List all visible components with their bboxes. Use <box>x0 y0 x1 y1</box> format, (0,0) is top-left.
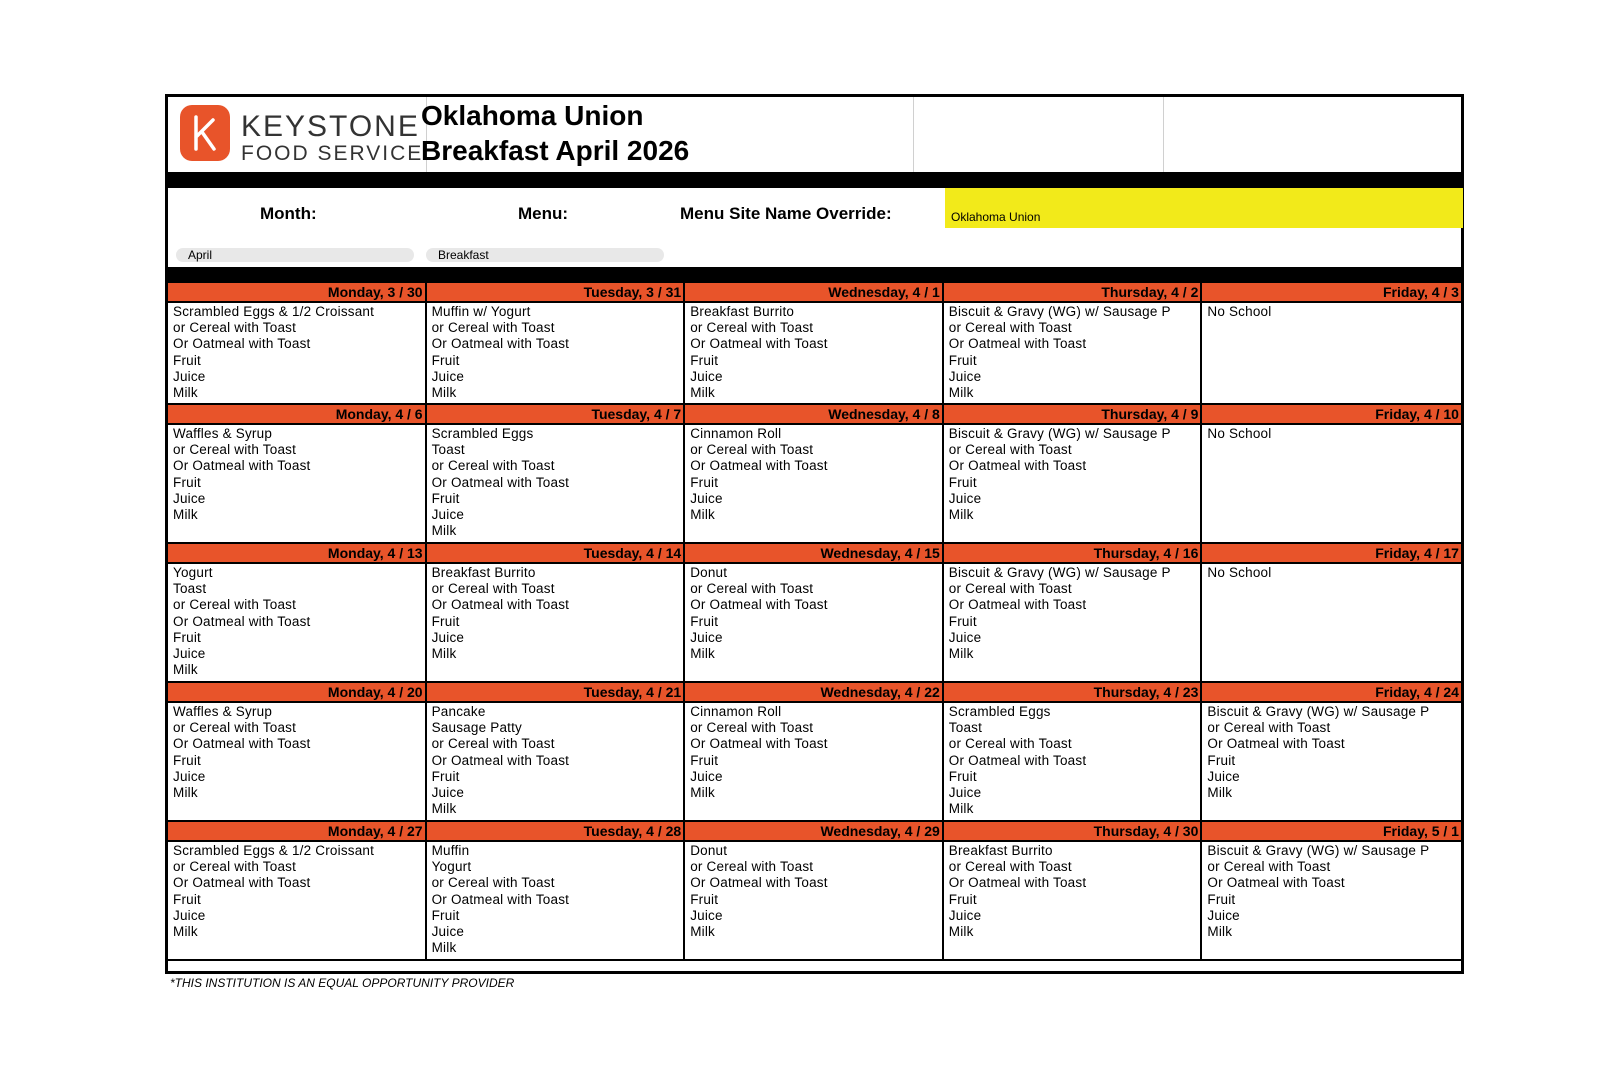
month-select[interactable]: April <box>176 248 414 262</box>
day-header: Friday, 4 / 3 <box>1202 283 1461 301</box>
menu-item: Milk <box>173 924 198 940</box>
logo-wordmark-line2: FOOD SERVICE <box>241 142 424 165</box>
week-row <box>168 822 1461 961</box>
site-override-label: Menu Site Name Override: <box>680 204 892 223</box>
day-header-row <box>168 283 1461 301</box>
day-header-row <box>168 544 1461 562</box>
menu-item: Or Oatmeal with Toast <box>1207 875 1345 891</box>
menu-item: or Cereal with Toast <box>690 859 814 875</box>
day-menu-cell <box>1202 842 1461 959</box>
menu-item: Juice <box>948 368 982 384</box>
day-header: Tuesday, 4 / 7 <box>427 405 686 423</box>
menu-item: Or Oatmeal with Toast <box>690 336 828 352</box>
menu-item: Juice <box>1207 768 1240 784</box>
menu-item: or Cereal with Toast <box>690 442 814 458</box>
menu-item: Or Oatmeal with Toast <box>948 336 1087 352</box>
day-header: Tuesday, 3 / 31 <box>427 283 686 301</box>
menu-item: Milk <box>948 385 974 401</box>
menu-item: Juice <box>690 368 723 384</box>
menu-item: Juice <box>173 646 206 662</box>
menu-item: or Cereal with Toast <box>173 859 297 875</box>
menu-item: Yogurt <box>431 859 472 875</box>
menu-item: Cinnamon Roll <box>690 426 782 441</box>
menu-item: No School <box>1207 565 1272 580</box>
menu-item: Or Oatmeal with Toast <box>690 458 828 474</box>
menu-item: Fruit <box>690 752 719 768</box>
menu-item: Juice <box>690 768 723 784</box>
menu-item: or Cereal with Toast <box>948 320 1072 336</box>
menu-item: Juice <box>1207 907 1240 923</box>
menu-calendar-grid <box>168 283 1461 961</box>
menu-item: Fruit <box>948 891 977 907</box>
menu-item: Juice <box>431 924 465 940</box>
week-row <box>168 544 1461 683</box>
day-header: Monday, 4 / 13 <box>168 544 427 562</box>
day-menu-cell <box>944 425 1203 542</box>
day-menu-cell <box>685 703 944 820</box>
menu-item: Breakfast Burrito <box>690 304 795 319</box>
day-header: Thursday, 4 / 16 <box>944 544 1203 562</box>
menu-item: Milk <box>173 662 198 678</box>
menu-item: Fruit <box>948 768 977 784</box>
menu-item: Or Oatmeal with Toast <box>431 597 570 613</box>
menu-item: Juice <box>948 785 982 801</box>
menu-item: Fruit <box>431 613 460 629</box>
menu-item: Scrambled Eggs <box>431 426 534 441</box>
logo-wordmark-line1: KEYSTONE <box>241 110 420 143</box>
menu-item: Milk <box>431 801 457 817</box>
day-menu-cell <box>944 564 1203 681</box>
menu-item: Biscuit & Gravy (WG) w/ Sausage P <box>1207 843 1430 858</box>
menu-item: Juice <box>948 490 982 506</box>
menu-item: Fruit <box>1207 891 1236 907</box>
day-menu-cell <box>427 842 686 959</box>
day-menu-cell <box>168 703 427 820</box>
day-menu-cell <box>427 303 686 403</box>
menu-item: or Cereal with Toast <box>173 720 297 736</box>
menu-item: Biscuit & Gravy (WG) w/ Sausage P <box>948 565 1171 580</box>
day-menu-cell <box>1202 564 1461 681</box>
day-menu-cell <box>685 842 944 959</box>
day-menu-row <box>168 423 1461 544</box>
menu-item: Fruit <box>690 891 719 907</box>
menu-item: Fruit <box>431 352 460 368</box>
menu-sheet <box>165 94 1464 974</box>
menu-item: Scrambled Eggs & 1/2 Croissant <box>173 304 375 319</box>
menu-item: Or Oatmeal with Toast <box>431 752 570 768</box>
menu-item: or Cereal with Toast <box>948 581 1072 597</box>
day-header: Friday, 4 / 17 <box>1202 544 1461 562</box>
day-menu-cell <box>1202 703 1461 820</box>
k-logo-icon <box>180 105 230 161</box>
menu-item: Fruit <box>690 613 719 629</box>
day-header: Thursday, 4 / 2 <box>944 283 1203 301</box>
day-menu-row <box>168 701 1461 822</box>
day-header-row <box>168 405 1461 423</box>
day-menu-cell <box>427 425 686 542</box>
menu-item: Fruit <box>948 613 977 629</box>
menu-item: Milk <box>173 385 198 401</box>
menu-item: Milk <box>1207 785 1233 801</box>
menu-item: Juice <box>690 907 723 923</box>
menu-item: Breakfast Burrito <box>431 565 536 580</box>
day-header: Wednesday, 4 / 15 <box>685 544 944 562</box>
menu-item: Fruit <box>431 907 460 923</box>
menu-item: Donut <box>690 843 728 858</box>
menu-item: Milk <box>948 646 974 662</box>
menu-item: Biscuit & Gravy (WG) w/ Sausage P <box>1207 704 1430 719</box>
day-menu-cell <box>427 703 686 820</box>
day-header: Monday, 4 / 27 <box>168 822 427 840</box>
menu-item: or Cereal with Toast <box>690 720 814 736</box>
menu-item: or Cereal with Toast <box>1207 720 1331 736</box>
menu-item: Fruit <box>173 752 201 768</box>
menu-item: Muffin w/ Yogurt <box>431 304 531 319</box>
menu-item: Juice <box>690 629 723 645</box>
day-header: Thursday, 4 / 9 <box>944 405 1203 423</box>
day-menu-cell <box>1202 425 1461 542</box>
menu-item: Juice <box>173 368 206 384</box>
day-menu-cell <box>944 842 1203 959</box>
menu-item: or Cereal with Toast <box>431 581 555 597</box>
day-header: Wednesday, 4 / 1 <box>685 283 944 301</box>
menu-item: Toast <box>431 442 465 458</box>
menu-item: Or Oatmeal with Toast <box>690 736 828 752</box>
menu-item: Fruit <box>173 891 201 907</box>
menu-item: Or Oatmeal with Toast <box>431 891 570 907</box>
menu-item: Milk <box>948 801 974 817</box>
menu-item: Biscuit & Gravy (WG) w/ Sausage P <box>948 304 1171 319</box>
menu-item: Or Oatmeal with Toast <box>1207 736 1345 752</box>
menu-item: Milk <box>690 385 715 401</box>
menu-item: Milk <box>948 507 974 523</box>
header-divider <box>1163 97 1164 172</box>
menu-item: Fruit <box>431 490 460 506</box>
menu-title: Breakfast April 2026 <box>421 135 690 166</box>
menu-item: No School <box>1207 304 1272 319</box>
menu-item: Or Oatmeal with Toast <box>948 752 1087 768</box>
menu-item: Milk <box>431 646 457 662</box>
menu-item: Milk <box>173 507 198 523</box>
day-menu-row <box>168 301 1461 405</box>
menu-item: Juice <box>948 629 982 645</box>
menu-item: Pancake <box>431 704 486 719</box>
day-menu-cell <box>168 425 427 542</box>
menu-item: Milk <box>690 507 715 523</box>
menu-item: Fruit <box>948 474 977 490</box>
menu-item: or Cereal with Toast <box>431 320 555 336</box>
equal-opportunity-footer: *THIS INSTITUTION IS AN EQUAL OPPORTUNITY PROVIDER <box>170 976 515 990</box>
day-menu-cell <box>1202 303 1461 403</box>
day-header: Monday, 4 / 6 <box>168 405 427 423</box>
menu-item: Juice <box>431 507 465 523</box>
menu-item: Or Oatmeal with Toast <box>948 458 1087 474</box>
day-menu-row <box>168 840 1461 961</box>
menu-item: or Cereal with Toast <box>948 736 1072 752</box>
day-header: Thursday, 4 / 30 <box>944 822 1203 840</box>
menu-item: or Cereal with Toast <box>173 442 297 458</box>
menu-item: Milk <box>173 785 198 801</box>
menu-item: or Cereal with Toast <box>431 458 555 474</box>
day-menu-cell <box>685 564 944 681</box>
menu-item: Or Oatmeal with Toast <box>173 736 311 752</box>
menu-item: Juice <box>431 368 465 384</box>
menu-item: Waffles & Syrup <box>173 426 273 441</box>
menu-item: Milk <box>1207 924 1233 940</box>
day-header: Friday, 4 / 10 <box>1202 405 1461 423</box>
day-menu-row <box>168 562 1461 683</box>
day-menu-cell <box>168 303 427 403</box>
menu-item: or Cereal with Toast <box>431 875 555 891</box>
day-menu-cell <box>427 564 686 681</box>
menu-item: Muffin <box>431 843 470 858</box>
menu-item: Milk <box>690 646 715 662</box>
week-row <box>168 683 1461 822</box>
menu-item: Cinnamon Roll <box>690 704 782 719</box>
menu-item: Or Oatmeal with Toast <box>690 875 828 891</box>
menu-item: Or Oatmeal with Toast <box>431 336 570 352</box>
day-header: Thursday, 4 / 23 <box>944 683 1203 701</box>
menu-item: Fruit <box>431 768 460 784</box>
menu-item: Or Oatmeal with Toast <box>690 597 828 613</box>
menu-label: Menu: <box>518 204 569 223</box>
day-menu-cell <box>944 303 1203 403</box>
week-row <box>168 405 1461 544</box>
menu-item: Toast <box>948 720 983 736</box>
menu-item: or Cereal with Toast <box>173 597 297 613</box>
menu-item: Fruit <box>690 474 719 490</box>
menu-item: Milk <box>431 523 457 539</box>
site-override-value: Oklahoma Union <box>951 210 1041 224</box>
day-header-row <box>168 822 1461 840</box>
menu-item: Toast <box>173 581 207 597</box>
day-header: Friday, 5 / 1 <box>1202 822 1461 840</box>
day-menu-cell <box>168 564 427 681</box>
month-label: Month: <box>260 204 317 223</box>
menu-item: Fruit <box>173 352 201 368</box>
menu-item: Milk <box>690 924 715 940</box>
menu-item: Juice <box>173 768 206 784</box>
menu-item: Fruit <box>173 474 201 490</box>
menu-item: Yogurt <box>173 565 213 580</box>
menu-item: Juice <box>173 907 206 923</box>
menu-item: Breakfast Burrito <box>948 843 1053 858</box>
day-header-row <box>168 683 1461 701</box>
day-header: Tuesday, 4 / 14 <box>427 544 686 562</box>
menu-item: Milk <box>431 385 457 401</box>
menu-item: Fruit <box>948 352 977 368</box>
menu-item: or Cereal with Toast <box>173 320 297 336</box>
day-header: Monday, 4 / 20 <box>168 683 427 701</box>
day-header: Friday, 4 / 24 <box>1202 683 1461 701</box>
menu-item: Juice <box>173 490 206 506</box>
day-header: Wednesday, 4 / 8 <box>685 405 944 423</box>
week-row <box>168 283 1461 405</box>
menu-item: or Cereal with Toast <box>948 859 1072 875</box>
day-header: Monday, 3 / 30 <box>168 283 427 301</box>
menu-item: Scrambled Eggs <box>948 704 1051 719</box>
day-header: Tuesday, 4 / 28 <box>427 822 686 840</box>
menu-item: or Cereal with Toast <box>690 320 814 336</box>
menu-item: No School <box>1207 426 1272 441</box>
menu-item: or Cereal with Toast <box>690 581 814 597</box>
menu-item: Milk <box>690 785 715 801</box>
menu-item: Or Oatmeal with Toast <box>948 597 1087 613</box>
day-menu-cell <box>685 425 944 542</box>
menu-item: Or Oatmeal with Toast <box>173 613 311 629</box>
menu-item: Or Oatmeal with Toast <box>173 458 311 474</box>
keystone-logo <box>180 105 424 165</box>
menu-item: Donut <box>690 565 728 580</box>
menu-item: Fruit <box>173 629 201 645</box>
day-menu-cell <box>168 842 427 959</box>
black-divider-bar <box>168 172 1461 188</box>
menu-item: Scrambled Eggs & 1/2 Croissant <box>173 843 375 858</box>
day-menu-cell <box>944 703 1203 820</box>
menu-item: Or Oatmeal with Toast <box>431 474 570 490</box>
menu-item: Or Oatmeal with Toast <box>173 875 311 891</box>
day-header: Tuesday, 4 / 21 <box>427 683 686 701</box>
day-menu-cell <box>685 303 944 403</box>
site-title: Oklahoma Union <box>421 100 644 131</box>
menu-item: or Cereal with Toast <box>948 442 1072 458</box>
menu-item: Or Oatmeal with Toast <box>173 336 311 352</box>
day-header: Wednesday, 4 / 22 <box>685 683 944 701</box>
menu-item: Biscuit & Gravy (WG) w/ Sausage P <box>948 426 1171 441</box>
black-divider-bar <box>168 267 1461 283</box>
menu-item: Juice <box>431 785 465 801</box>
menu-item: Waffles & Syrup <box>173 704 273 719</box>
menu-item: Juice <box>948 907 982 923</box>
header-divider <box>913 97 914 172</box>
menu-item: Or Oatmeal with Toast <box>948 875 1087 891</box>
menu-item: Milk <box>948 924 974 940</box>
menu-item: or Cereal with Toast <box>431 736 555 752</box>
menu-item: Milk <box>431 940 457 956</box>
day-header: Wednesday, 4 / 29 <box>685 822 944 840</box>
menu-item: Fruit <box>690 352 719 368</box>
menu-select[interactable]: Breakfast <box>426 248 664 262</box>
menu-item: Juice <box>431 629 465 645</box>
menu-item: Sausage Patty <box>431 720 523 736</box>
menu-item: Fruit <box>1207 752 1236 768</box>
menu-item: or Cereal with Toast <box>1207 859 1331 875</box>
menu-item: Juice <box>690 490 723 506</box>
